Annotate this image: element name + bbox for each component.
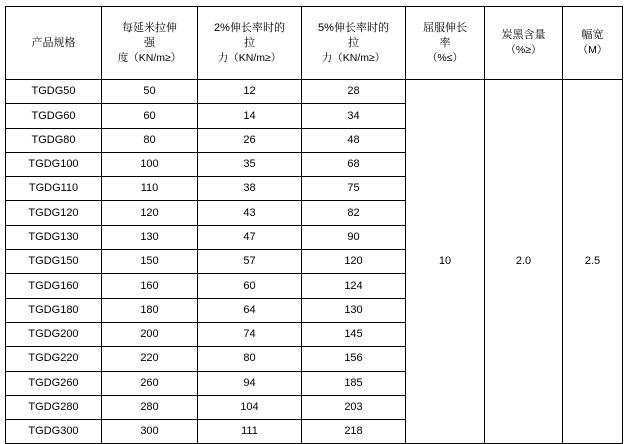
cell-elongation-2: 12 <box>198 80 302 104</box>
cell-tensile: 180 <box>102 298 198 322</box>
table-body <box>6 80 623 444</box>
cell-product-spec: TGDG120 <box>6 201 102 225</box>
cell-elongation-2: 104 <box>198 395 302 419</box>
cell-tensile: 110 <box>102 177 198 201</box>
header-carbon-black: 炭黑含量 （%≥） <box>485 7 563 80</box>
cell-product-spec: TGDG180 <box>6 298 102 322</box>
cell-elongation-2: 111 <box>198 420 302 444</box>
cell-elongation-5: 218 <box>302 420 406 444</box>
cell-product-spec: TGDG150 <box>6 250 102 274</box>
cell-tensile: 300 <box>102 420 198 444</box>
table-row <box>6 80 623 104</box>
cell-tensile: 60 <box>102 104 198 128</box>
cell-elongation-5: 90 <box>302 225 406 249</box>
product-spec-table <box>5 6 623 444</box>
cell-elongation-5: 156 <box>302 347 406 371</box>
cell-product-spec: TGDG130 <box>6 225 102 249</box>
cell-elongation-2: 60 <box>198 274 302 298</box>
header-row <box>6 7 623 80</box>
cell-elongation-5: 130 <box>302 298 406 322</box>
cell-product-spec: TGDG260 <box>6 371 102 395</box>
cell-elongation-2: 26 <box>198 128 302 152</box>
cell-tensile: 260 <box>102 371 198 395</box>
cell-elongation-2: 94 <box>198 371 302 395</box>
cell-elongation-5: 82 <box>302 201 406 225</box>
cell-elongation-5: 75 <box>302 177 406 201</box>
cell-product-spec: TGDG200 <box>6 322 102 346</box>
cell-elongation-5: 203 <box>302 395 406 419</box>
cell-product-spec: TGDG300 <box>6 420 102 444</box>
cell-tensile: 100 <box>102 152 198 176</box>
cell-product-spec: TGDG280 <box>6 395 102 419</box>
cell-elongation-5: 145 <box>302 322 406 346</box>
cell-tensile: 200 <box>102 322 198 346</box>
cell-elongation-2: 80 <box>198 347 302 371</box>
cell-product-spec: TGDG80 <box>6 128 102 152</box>
cell-elongation-5: 185 <box>302 371 406 395</box>
cell-tensile: 150 <box>102 250 198 274</box>
cell-elongation-2: 74 <box>198 322 302 346</box>
table-header <box>6 7 623 80</box>
cell-product-spec: TGDG100 <box>6 152 102 176</box>
cell-elongation-5: 120 <box>302 250 406 274</box>
cell-elongation-2: 14 <box>198 104 302 128</box>
cell-width-merged: 2.5 <box>563 80 623 444</box>
cell-carbon-black-merged: 2.0 <box>485 80 563 444</box>
cell-product-spec: TGDG160 <box>6 274 102 298</box>
cell-tensile: 130 <box>102 225 198 249</box>
cell-yield-elongation-merged: 10 <box>406 80 485 444</box>
cell-elongation-2: 57 <box>198 250 302 274</box>
cell-product-spec: TGDG110 <box>6 177 102 201</box>
header-tensile-strength: 每延米拉伸 强 度（KN/m≥） <box>102 7 198 80</box>
header-width: 幅宽 （M） <box>563 7 623 80</box>
cell-elongation-5: 28 <box>302 80 406 104</box>
cell-tensile: 160 <box>102 274 198 298</box>
cell-elongation-2: 47 <box>198 225 302 249</box>
cell-elongation-2: 35 <box>198 152 302 176</box>
cell-tensile: 120 <box>102 201 198 225</box>
cell-elongation-2: 38 <box>198 177 302 201</box>
header-yield-elongation: 屈服伸长 率 （%≤） <box>406 7 485 80</box>
header-elongation-5: 5%伸长率时的 拉 力（KN/m≥） <box>302 7 406 80</box>
cell-product-spec: TGDG50 <box>6 80 102 104</box>
cell-elongation-5: 68 <box>302 152 406 176</box>
cell-elongation-2: 64 <box>198 298 302 322</box>
cell-tensile: 80 <box>102 128 198 152</box>
cell-elongation-5: 34 <box>302 104 406 128</box>
header-elongation-2: 2%伸长率时的 拉 力（KN/m≥） <box>198 7 302 80</box>
cell-elongation-2: 43 <box>198 201 302 225</box>
cell-product-spec: TGDG60 <box>6 104 102 128</box>
cell-tensile: 280 <box>102 395 198 419</box>
cell-product-spec: TGDG220 <box>6 347 102 371</box>
header-product-spec: 产品规格 <box>6 7 102 80</box>
cell-elongation-5: 124 <box>302 274 406 298</box>
cell-tensile: 50 <box>102 80 198 104</box>
cell-elongation-5: 48 <box>302 128 406 152</box>
cell-tensile: 220 <box>102 347 198 371</box>
